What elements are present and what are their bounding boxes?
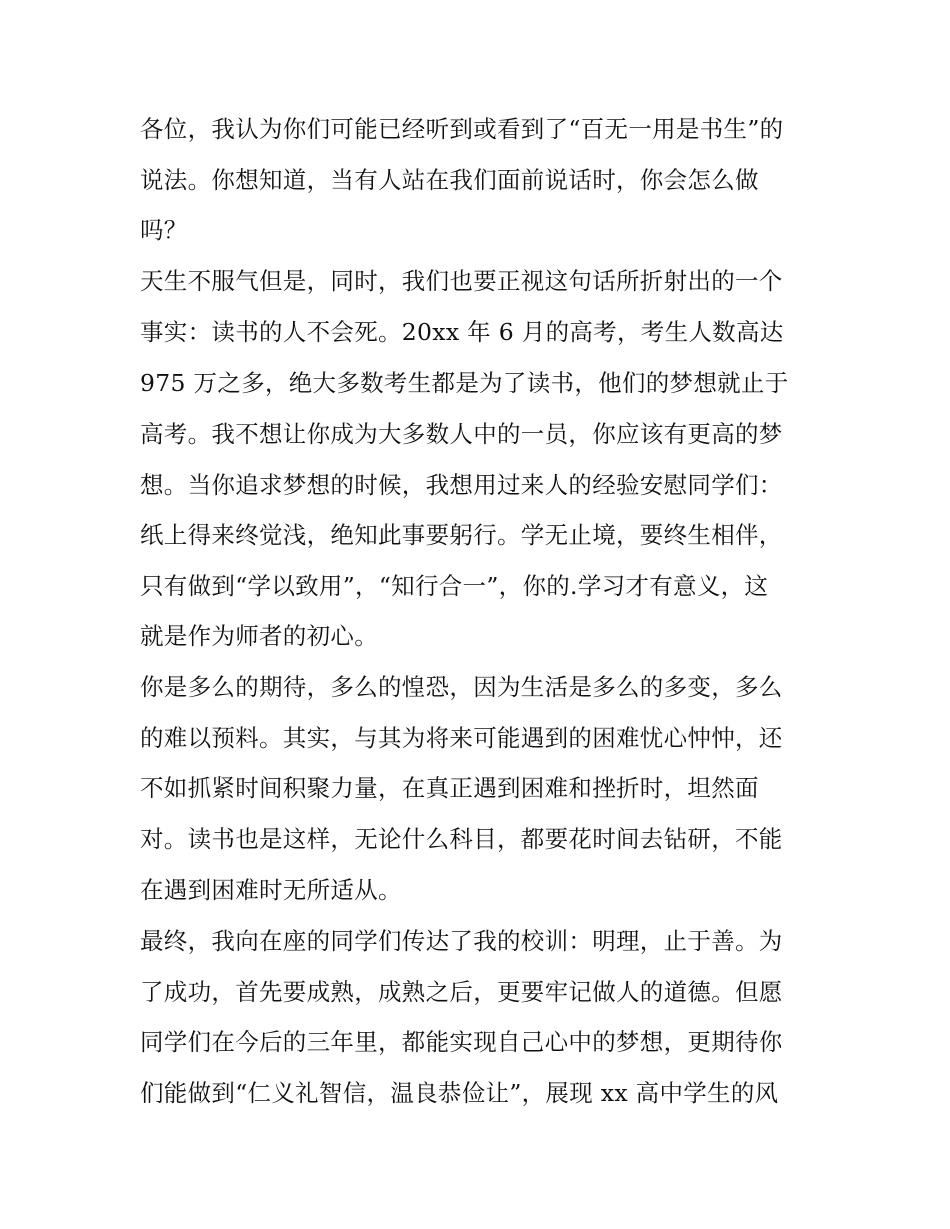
text-line: 想。当你追求梦想的时候，我想用过来人的经验安慰同学们： bbox=[140, 471, 783, 499]
text-line: 最终，我向在座的同学们传达了我的校训：明理，止于善。为 bbox=[140, 927, 783, 955]
text-line: 高考。我不想让你成为大多数人中的一员，你应该有更高的梦 bbox=[140, 420, 783, 448]
text-line: 纸上得来终觉浅，绝知此事要躬行。学无止境，要终生相伴， bbox=[140, 521, 783, 549]
text-line: 同学们在今后的三年里，都能实现自己心中的梦想，更期待你 bbox=[140, 1028, 783, 1056]
text-line: 你是多么的期待，多么的惶恐，因为生活是多么的多变，多么 bbox=[140, 673, 783, 701]
text-line: 事实：读书的人不会死。20xx 年 6 月的高考，考生人数高达 bbox=[140, 318, 784, 346]
text-line: 不如抓紧时间积聚力量，在真正遇到困难和挫折时，坦然面 bbox=[140, 774, 759, 802]
text-line: 天生不服气但是，同时，我们也要正视这句话所折射出的一个 bbox=[140, 267, 783, 295]
text-line: 就是作为师者的初心。 bbox=[140, 622, 378, 650]
text-line: 975 万之多，绝大多数考生都是为了读书，他们的梦想就止于 bbox=[140, 369, 789, 397]
text-line: 在遇到困难时无所适从。 bbox=[140, 876, 402, 904]
text-line: 各位，我认为你们可能已经听到或看到了“百无一用是书生”的 bbox=[140, 115, 784, 143]
text-line: 们能做到“仁义礼智信，温良恭俭让”，展现 xx 高中学生的风 bbox=[140, 1079, 779, 1107]
text-line: 吗？ bbox=[140, 216, 188, 244]
text-line: 对。读书也是这样，无论什么科目，都要花时间去钻研，不能 bbox=[140, 825, 783, 853]
text-line: 的难以预料。其实，与其为将来可能遇到的困难忧心忡忡，还 bbox=[140, 724, 783, 752]
text-line: 了成功，首先要成熟，成熟之后，更要牢记做人的道德。但愿 bbox=[140, 978, 783, 1006]
text-line: 只有做到“学以致用”，“知行合一”，你的.学习才有意义，这 bbox=[140, 572, 769, 600]
text-line: 说法。你想知道，当有人站在我们面前说话时，你会怎么做 bbox=[140, 166, 759, 194]
